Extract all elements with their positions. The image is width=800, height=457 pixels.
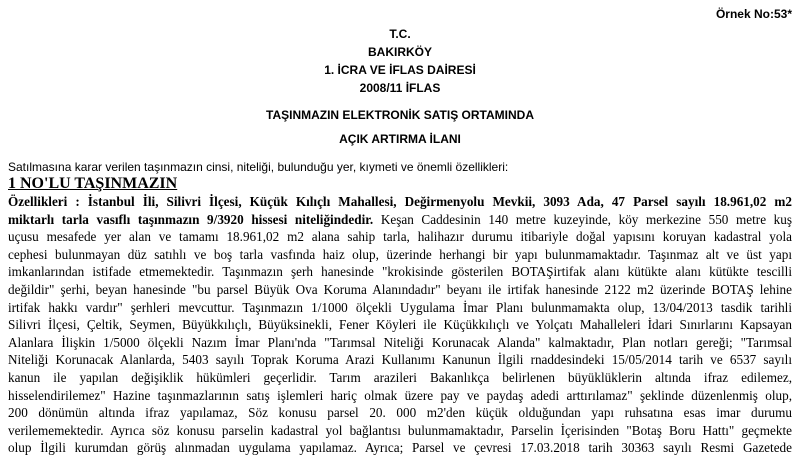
intro-text: Satılmasına karar verilen taşınmazın cinsi, niteliği, bulunduğu yer, kıymeti ve önemli özellikleri: <box>8 160 509 174</box>
sample-number: Örnek No:53* <box>715 7 792 21</box>
description-text: verilememektedir. Ayrıca söz konusu parselin kadastral yol bağlantısı bulunmamaktadır, Parselin İçerisinden "Botaş Boru Hattı" geçmekte <box>8 422 792 438</box>
description-line <box>8 246 792 264</box>
description-text: cephesi bulunmayan düz satıhlı ve boş tarla vasfında haiz olup, üzerinde herhangi bir yapı bulunmamaktadır. Taşınmaz alt ve üst yapı <box>8 246 792 262</box>
description-text: 200 dönümün altında ifraz yapılamaz, Söz konusu parsel 20. 000 m2'den küçük olduğundan yapı ruhsatına esas imar durumu <box>8 405 792 421</box>
description-bold-text: Özellikleri : İstanbul İli, Silivri İlçesi, Küçük Kılıçlı Mahallesi, Değirmenyolu Mevkii, 3093 Ada, 47 Parsel sayılı 18.961,02 m2 <box>8 194 792 209</box>
description-text: değildir" şerhi, beyan hanesinde "bu parsel Büyük Ova Koruma Alanındadır" beyanı ile irtifak hanesinde 2122 m2 üzerinde BOTAŞ lehine <box>8 281 792 297</box>
description-line <box>8 228 792 246</box>
description-line <box>8 369 792 387</box>
description-text: olup İlgili kurumdan görüş alınmadan uygulama yapılamaz. Ayrıca; Parsel ve çevresi 17.03.2018 tarih 30363 sayılı Resmi Gazetede <box>8 440 792 456</box>
header-tc: T.C. <box>389 27 411 41</box>
description-text: irtifak hakkı vardır" şerhleri mevcuttur. Taşınmazın 1/1000 ölçekli Uygulama İmar Planı bulunmamakta olup, 13/04/2013 tasdik tarihli <box>8 299 792 315</box>
header-city: BAKIRKÖY <box>367 45 432 59</box>
description-line <box>8 387 792 405</box>
header-office: 1. İCRA VE İFLAS DAİRESİ <box>324 63 476 77</box>
description-line <box>8 404 792 422</box>
description-line <box>8 281 792 299</box>
description-text: hisselendirilemez" Hazine taşınmazlarının satış işlemleri hariç olmak üzere pay ve paydaş adedi arttırılamaz" şeklinde düzenlenmiş olup, <box>8 387 792 403</box>
section-title: 1 NO'LU TAŞINMAZIN <box>8 175 178 192</box>
description-text: imkanlarından istifade etmemektedir. Taşınmazın şerh hanesinde "krokisinde gösterilen BOTAŞirtifak alanı kütükte alanı kütükte tescilli <box>8 264 792 280</box>
description-bold-text: miktarlı tarla vasıflı taşınmazın 9/3920 hissesi niteliğindedir. <box>8 211 374 227</box>
description-text: kanun ile yapılan değişiklik hükümleri geçerlidir. Tarım arazileri Bakanlıkça belirlenen büyüklüklerin altında ifraz edilemez, <box>8 369 792 385</box>
description-line <box>8 299 792 317</box>
header-title: TAŞINMAZIN ELEKTRONİK SATIŞ ORTAMINDA <box>266 108 534 122</box>
description-line <box>8 422 792 440</box>
description-line <box>8 334 792 352</box>
header-subtitle: AÇIK ARTIRMA İLANI <box>339 132 461 146</box>
description-text: Niteliği Korunacak Alanlarda, 5403 sayılı Toprak Koruma Arazi Kullanımı Kanunun İlgili rnaddesindeki 15/05/2014 tarih ve 6537 sayılı <box>8 352 792 368</box>
description-line <box>8 351 792 369</box>
description-text: uçusu mesafede yer alan ve tamamı 18.961,02 m2 alana sahip tarla, halihazır durumu itibariyle doğal yapısını koruyan kadastral yola <box>8 229 792 245</box>
description-text: Alanlara İlişkin 1/5000 ölçekli Nazım İmar Planı'nda "Tarımsal Niteliği Korunacak Alanda" kalmaktadır, Plan notları gereği; "Tarımsal <box>8 334 792 350</box>
description-line <box>8 439 792 457</box>
description-text: Keşan Caddesinin 140 metre kuzeyinde, köy merkezine 550 metre kuş <box>373 211 792 227</box>
description-line <box>8 193 792 211</box>
description-line <box>8 211 792 229</box>
description-text: Silivri İlçesi, Çeltik, Seymen, Büyükkılıçlı, Büyüksinekli, Fener Köyleri ile Küçükkılıçlı ve Yolçatı Mahalleleri İdari Sınırlarını Kapsayan <box>8 317 792 333</box>
property-description <box>8 193 792 457</box>
description-line <box>8 263 792 281</box>
description-line <box>8 316 792 334</box>
header-file-number: 2008/11 İFLAS <box>359 81 441 95</box>
